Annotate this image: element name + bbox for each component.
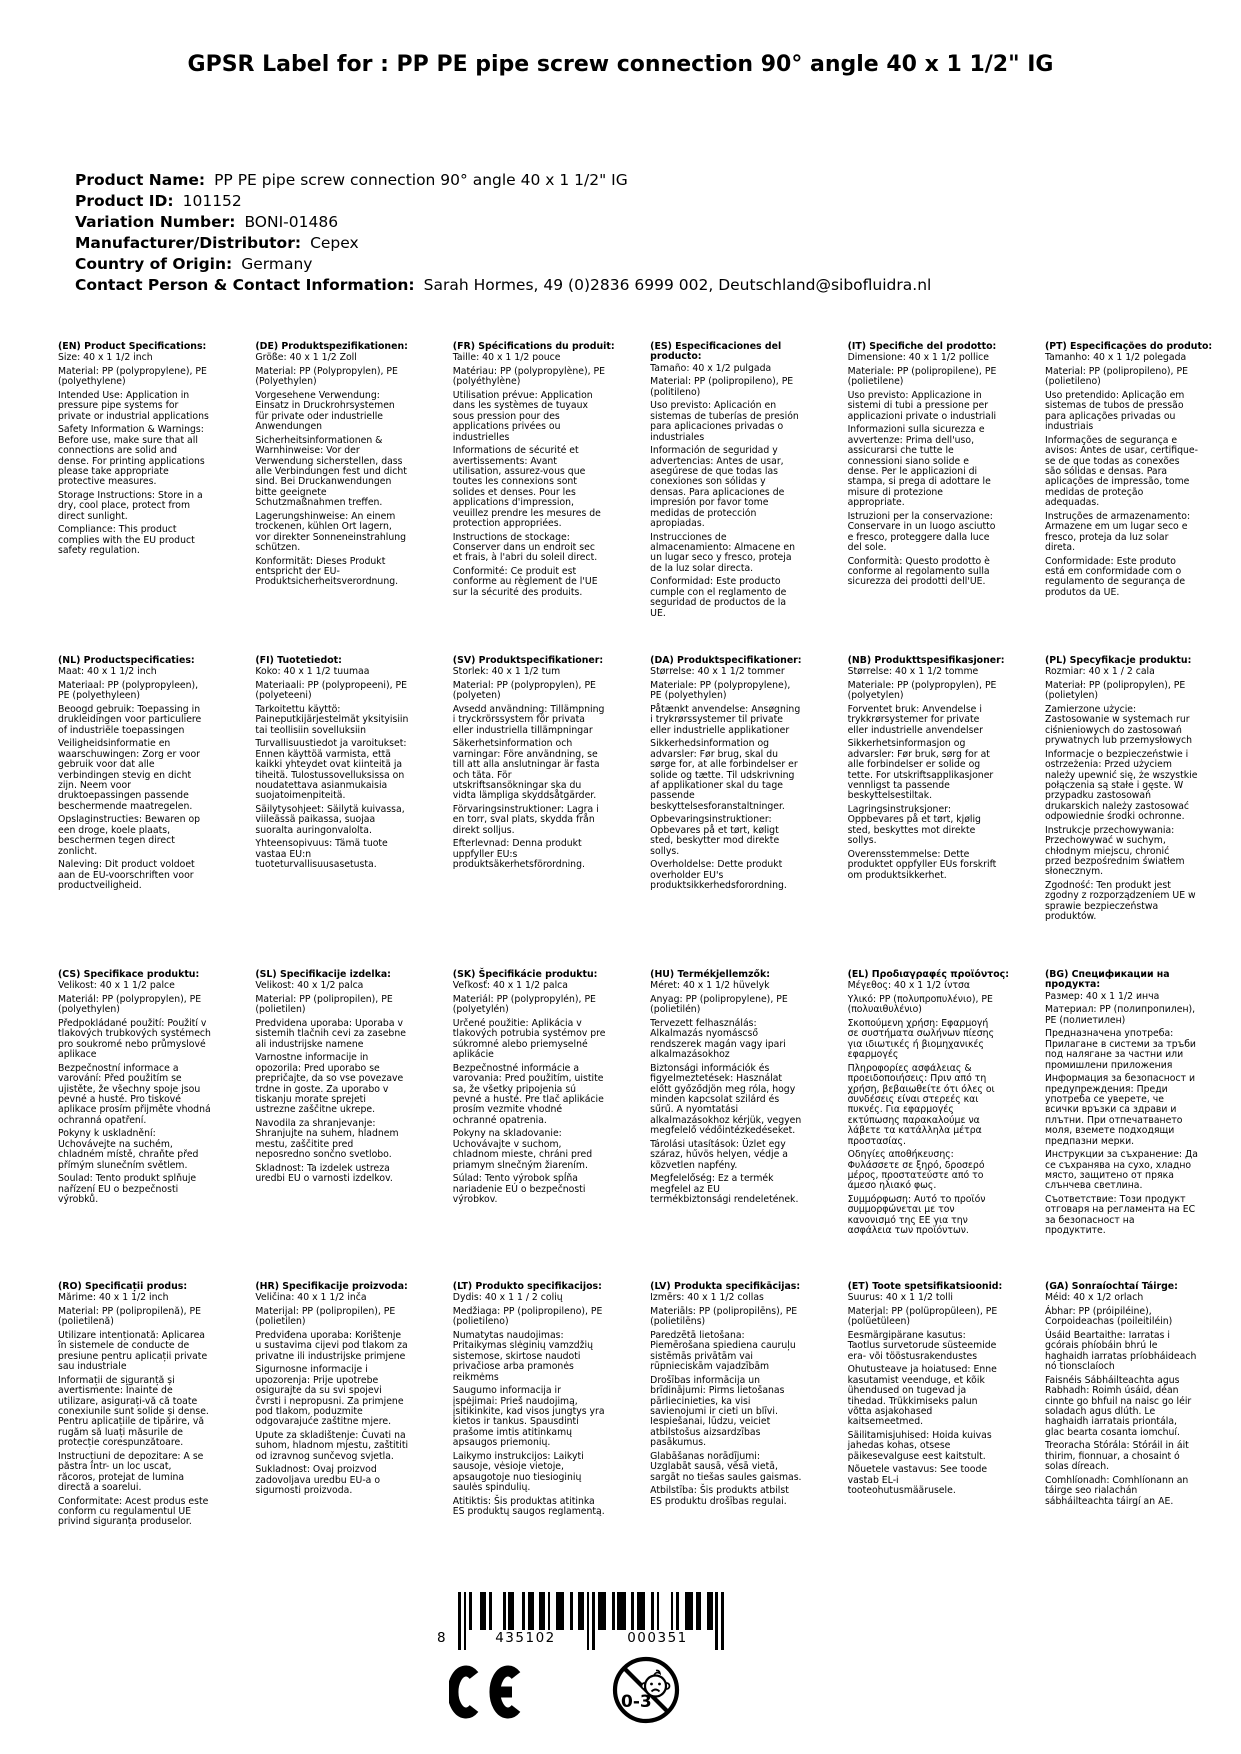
spec-block-et xyxy=(848,1282,1028,1500)
spec-block-body xyxy=(650,1293,830,1507)
spec-paragraph: Инструкции за съхранение: Да се съхранява на сухо, хладно място, защитено от пряка слънчева светлина. xyxy=(1044,1149,1198,1192)
spec-block-fr xyxy=(453,342,633,601)
spec-paragraph: Forventet bruk: Anvendelse i trykkrørsystemer for private eller industrielle anvendelser xyxy=(847,704,983,736)
spec-block-body xyxy=(848,353,1028,587)
spec-block-body xyxy=(58,1293,238,1527)
spec-block-pt xyxy=(1045,342,1225,601)
spec-block-body xyxy=(58,981,238,1205)
spec-row-2 xyxy=(58,656,1228,926)
spec-paragraph: Anyag: PP (polipropylene), PE (polietilén) xyxy=(650,994,788,1016)
spec-paragraph: Compliance: This product complies with the EU product safety regulation. xyxy=(58,524,195,557)
spec-paragraph: Instrucțiuni de depozitare: A se păstra într- un loc uscat, răcoros, protejat de lumina directă a soarelui. xyxy=(58,1450,204,1494)
spec-paragraph: Material: PP (polipropilenă), PE (polietilenă) xyxy=(58,1306,202,1328)
spec-paragraph: Pokyny na skladovanie: Uchovávajte v suchom, chladnom mieste, chráni pred priamym slnečným žiarením. xyxy=(452,1128,593,1171)
barcode-group1: 435102 xyxy=(495,1630,556,1646)
spec-paragraph: Οδηγίες αποθήκευσης: Φυλάσσετε σε ξηρό, δροσερό μέρος, προστατεύστε από το άμεσο ηλιακό φως. xyxy=(847,1149,985,1192)
spec-paragraph: Suurus: 40 x 1 1/2 tolli xyxy=(847,1292,954,1304)
spec-block-heading: (PT) Especificações do produto: xyxy=(1044,341,1213,352)
product-field-label: Variation Number: xyxy=(75,213,236,231)
spec-paragraph: Varnostne informacije in opozorila: Pred uporabo se prepričajte, da so vse povezave trdne in goste. Za uporabo v tiskanju morate sprejeti ustrezne zaščitne ukrepe. xyxy=(255,1052,404,1116)
product-info xyxy=(75,170,931,296)
spec-block-lt xyxy=(453,1282,633,1521)
spec-paragraph: Nõuetele vastavus: See toode vastab EL-i tooteohutusmäärusele. xyxy=(847,1464,988,1497)
product-field-label: Product ID: xyxy=(75,192,174,210)
spec-paragraph: Comhlíonadh: Comhlíonann an táirge seo rialachán sábháilteachta táirgí an AE. xyxy=(1044,1474,1189,1507)
spec-paragraph: Méret: 40 x 1 1/2 hüvelyk xyxy=(650,980,770,992)
spec-block-heading: (SK) Špecifikácie produktu: xyxy=(452,969,598,980)
spec-paragraph: Koko: 40 x 1 1/2 tuumaa xyxy=(255,666,370,678)
spec-paragraph: Instrukcje przechowywania: Przechowywać w suchym, chłodnym miejscu, chronić przed bezpośrednim światłem słonecznym. xyxy=(1044,824,1185,878)
spec-paragraph: Lagerungshinweise: An einem trockenen, kühlen Ort lagern, vor direkter Sonneneinstrahlung schützen. xyxy=(255,510,407,554)
spec-paragraph: Předpokládané použití: Použití v tlakových trubkových systémech pro soukromé nebo průmyslové aplikace xyxy=(58,1018,211,1061)
spec-block-nb xyxy=(848,656,1028,884)
spec-block-heading: (ES) Especificaciones del producto: xyxy=(650,341,782,363)
product-field xyxy=(75,191,931,212)
barcode-module xyxy=(721,1592,724,1650)
product-field-value: PP PE pipe screw connection 90° angle 40 x 1 1/2" IG xyxy=(214,171,628,189)
spec-paragraph: Eesmärgipärane kasutus: Taotlus survetorude süsteemide era- või tööstusrakendustes xyxy=(847,1330,997,1362)
spec-paragraph: Ábhar: PP (próipiléine), Corpoideachas (poileitiléin) xyxy=(1044,1306,1173,1328)
spec-paragraph: Maat: 40 x 1 1/2 inch xyxy=(58,666,157,678)
spec-block-fi xyxy=(255,656,435,874)
spec-paragraph: Faisnéis Sábháilteachta agus Rabhadh: Roimh úsáid, déan cinnte go bhfuil na naisc go léir soladach agus dlúth. Le haghaidh iarratais priontála, glac bearta cosanta iomchuí. xyxy=(1044,1374,1192,1438)
spec-paragraph: Материал: PP (полипропилен), PE (полиетилен) xyxy=(1044,1004,1196,1026)
spec-paragraph: Glabāšanas norādījumi: Uzglabāt sausā, vēsā vietā, sargāt no tiešas saules gaismas. xyxy=(650,1450,802,1483)
spec-block-body xyxy=(255,981,435,1184)
spec-block-heading: (HR) Specifikacije proizvoda: xyxy=(255,1281,408,1292)
spec-paragraph: Informations de sécurité et avertissements: Avant utilisation, assurez-vous que toutes les connexions sont solides et denses. Pour les applications d'impression, veuillez prendre les mesures de protection appropriées. xyxy=(452,445,601,530)
spec-paragraph: Materijal: PP (polipropilen), PE (polietilen) xyxy=(255,1306,396,1328)
ce-mark-icon xyxy=(449,1663,529,1725)
spec-paragraph: Storage Instructions: Store in a dry, cool place, protect from direct sunlight. xyxy=(58,490,203,522)
spec-paragraph: Συμμόρφωση: Αυτό το προϊόν συμμορφώνεται με τον κανονισμό της ΕΕ για την ασφάλεια των προϊόντων. xyxy=(847,1194,986,1237)
spec-paragraph: Dimensione: 40 x 1 1/2 pollice xyxy=(847,352,989,364)
spec-block-body xyxy=(1045,992,1225,1237)
spec-block-body xyxy=(650,981,830,1205)
spec-paragraph: Opslaginstructies: Bewaren op een droge, koele plaats, beschermen tegen direct zonlicht. xyxy=(58,814,201,857)
spec-paragraph: Vorgesehene Verwendung: Einsatz in Druckrohrsystemen für private oder industrielle Anwendungen xyxy=(255,390,395,433)
spec-paragraph: Atitiktis: Šis produktas atitinka ES produktų saugos reglamentą. xyxy=(452,1495,605,1518)
spec-paragraph: Laikymo instrukcijos: Laikyti sausoje, vėsioje vietoje, apsaugotoje nuo tiesioginių saulės spindulių. xyxy=(452,1450,584,1494)
spec-paragraph: Avsedd användning: Tillämpning i tryckrörssystem för privata eller industriella tillämpningar xyxy=(452,704,605,736)
spec-paragraph: Navodila za shranjevanje: Shranjujte na suhem, hladnem mestu, zaščitite pred neposredno sončno svetlobo. xyxy=(255,1118,399,1161)
spec-paragraph: Mărime: 40 x 1 1/2 inch xyxy=(58,1292,169,1304)
product-field-value: BONI-01486 xyxy=(244,213,339,231)
spec-block-heading: (NL) Productspecificaties: xyxy=(58,655,195,666)
spec-block-da xyxy=(650,656,830,895)
barcode-left-digit: 8 xyxy=(437,1630,446,1646)
spec-paragraph: Materjal: PP (polüpropüleen), PE (polüetüleen) xyxy=(847,1306,998,1328)
spec-paragraph: Предназначена употреба: Прилагане в системи за тръби под налягане за частни или промишлени приложения xyxy=(1044,1028,1196,1071)
spec-paragraph: Instrucciones de almacenamiento: Almacene en un lugar seco y fresco, proteja de la luz solar directa. xyxy=(650,531,796,574)
spec-block-de xyxy=(255,342,435,591)
spec-paragraph: Konformität: Dieses Produkt entspricht der EU-Produktsicherheitsverordnung. xyxy=(255,555,399,588)
spec-paragraph: Veiligheidsinformatie en waarschuwingen: Zorg er voor gebruik voor dat alle verbindingen stevig en dicht zijn. Neem voor druktoepassingen passende beschermende maatregelen. xyxy=(58,738,201,812)
spec-paragraph: Lagringsinstruksjoner: Oppbevares på et tørt, kjølig sted, beskyttes mot direkte sollys. xyxy=(847,804,981,847)
spec-paragraph: Sikkerhedsinformation og advarsler: Før brug, skal du sørge for, at alle forbindelser er solide og tætte. Til udskrivning af applikationer skal du tage passende beskyttelsesforanstaltninger. xyxy=(650,738,798,812)
spec-block-heading: (FI) Tuotetiedot: xyxy=(255,655,342,666)
spec-block-body xyxy=(58,353,238,556)
spec-paragraph: Naleving: Dit product voldoet aan de EU-voorschriften voor productveiligheid. xyxy=(58,859,195,892)
spec-block-hu xyxy=(650,970,830,1209)
spec-paragraph: Zgodność: Ten produkt jest zgodny z rozporządzeniem UE w sprawie bezpieczeństwa produktów. xyxy=(1044,880,1196,923)
spec-paragraph: Taille: 40 x 1 1/2 pouce xyxy=(452,352,561,364)
spec-block-body xyxy=(453,667,633,870)
spec-paragraph: Beoogd gebruik: Toepassing in drukleidingen voor particuliere of industriële toepassingen xyxy=(58,704,202,736)
spec-paragraph: Sicherheitsinformationen & Warnhinweise: Vor der Verwendung sicherstellen, dass alle Verbindungen fest und dicht sind. Bei Druckanwendungen bitte geeignete Schutzmaßnahmen treffen. xyxy=(255,434,407,509)
spec-paragraph: Saugumo informacija ir įspėjimai: Prieš naudojimą, įsitikinkite, kad visos jungtys yra kietos ir tankus. Spausdinti prašome imtis atitinkamų apsaugos priemonių. xyxy=(452,1385,605,1449)
spec-block-cs xyxy=(58,970,238,1209)
spec-paragraph: Uso pretendido: Aplicação em sistemas de tubos de pressão para aplicações privadas ou industriais xyxy=(1044,390,1185,433)
spec-block-body xyxy=(650,364,830,619)
spec-paragraph: Materiał: PP (polipropylen), PE (polietylen) xyxy=(1044,680,1186,702)
spec-paragraph: Veličina: 40 x 1 1/2 inča xyxy=(255,1292,367,1304)
spec-paragraph: Paredzētā lietošana: Piemērošana spiediena cauruļu sistēmās privātām vai rūpnieciskām vajadzībām xyxy=(650,1330,796,1373)
spec-block-body xyxy=(255,667,435,870)
spec-paragraph: Efterlevnad: Denna produkt uppfyller EU:s produktsäkerhetsförordning. xyxy=(452,838,585,871)
spec-block-body xyxy=(255,353,435,587)
spec-paragraph: Biztonsági információk és figyelmeztetések: Használat előtt győződjön meg róla, hogy minden kapcsolat szilárd és sűrű. A nyomtatási alkalmazásokhoz kérjük, vegyen megfelelő védőintézkedéseket. xyxy=(650,1062,802,1137)
spec-block-en xyxy=(58,342,238,560)
product-field-value: Sarah Hormes, 49 (0)2836 6999 002, Deutschland@sibofluidra.nl xyxy=(423,276,932,294)
spec-paragraph: Πληροφορίες ασφάλειας & προειδοποιήσεις: Πριν από τη χρήση, βεβαιωθείτε ότι όλες οι συνδέσεις είναι στερεές και πυκνές. Για εφαρμογές εκτύπωσης παρακαλούμε να λάβετε τα κατάλληλα μέτρα προστασίας. xyxy=(847,1062,995,1147)
spec-paragraph: Rozmiar: 40 x 1 / 2 cala xyxy=(1044,666,1155,678)
spec-row-4 xyxy=(58,1282,1228,1531)
spec-paragraph: Sigurnosne informacije i upozorenja: Prije upotrebe osigurajte da su svi spojevi čvrsti i nepropusni. Za primjene pod tlakom, poduzmite odgovarajuće zaštitne mjere. xyxy=(255,1364,404,1428)
spec-paragraph: Safety Information & Warnings: Before use, make sure that all connections are solid and dense. For printing applications please take appropriate protective measures. xyxy=(58,424,205,488)
spec-paragraph: Bezpečnostní informace a varování: Před použitím se ujistěte, že všechny spoje jsou pevné a husté. Pro tiskové aplikace prosím přijměte vhodná ochranná opatření. xyxy=(58,1062,211,1126)
product-field-label: Product Name: xyxy=(75,171,206,189)
spec-block-heading: (ET) Toote spetsifikatsioonid: xyxy=(847,1281,1003,1292)
spec-paragraph: Opbevaringsinstruktioner: Opbevares på et tørt, køligt sted, beskytter mod direkte sollys. xyxy=(650,814,780,857)
spec-paragraph: Intended Use: Application in pressure pipe systems for private or industrial applications xyxy=(58,390,209,422)
spec-block-hr xyxy=(255,1282,435,1500)
spec-paragraph: Съответствие: Този продукт отговаря на регламента на ЕС за безопасност на продуктите. xyxy=(1044,1194,1196,1237)
spec-paragraph: Conformidade: Este produto está em conformidade com o regulamento de segurança de produtos da UE. xyxy=(1044,555,1186,598)
spec-paragraph: Sikkerhetsinformasjon og advarsler: Før bruk, sørg for at alle forbindelser er solide og tette. For utskriftsapplikasjoner vennligst ta passende beskyttelsestiltak. xyxy=(847,738,994,802)
spec-block-it xyxy=(848,342,1028,591)
spec-block-sl xyxy=(255,970,435,1188)
spec-paragraph: Información de seguridad y advertencias: Antes de usar, asegúrese de que todas las conexiones son sólidas y densas. Para aplicaciones de impresión por favor tome medidas de protección apropiadas. xyxy=(650,445,785,530)
spec-paragraph: Säilytysohjeet: Säilytä kuivassa, viileässä paikassa, suojaa suoralta auringonvalolta. xyxy=(255,804,405,836)
spec-paragraph: Tamanho: 40 x 1 1/2 polegada xyxy=(1044,352,1187,364)
spec-paragraph: Materiale: PP (polypropylen), PE (polyetylen) xyxy=(847,680,997,702)
spec-paragraph: Soulad: Tento produkt splňuje nařízení EU o bezpečnosti výrobků. xyxy=(58,1173,197,1206)
spec-paragraph: Predviđena uporaba: Korištenje u sustavima cijevi pod tlakom za privatne ili industrijske primjene xyxy=(255,1330,408,1362)
product-field-value: Germany xyxy=(241,255,313,273)
spec-paragraph: Overholdelse: Dette produkt overholder EU's produktsikkerhedsforordning. xyxy=(650,859,787,892)
product-field-label: Manufacturer/Distributor: xyxy=(75,234,302,252)
product-field-value: Cepex xyxy=(310,234,359,252)
spec-paragraph: Materiale: PP (polipropilene), PE (polietilene) xyxy=(847,366,997,388)
spec-paragraph: Størrelse: 40 x 1 1/2 tomme xyxy=(847,666,979,678)
spec-paragraph: Размер: 40 x 1 1/2 инча xyxy=(1044,990,1160,1002)
product-field xyxy=(75,170,931,191)
barcode-group2: 000351 xyxy=(627,1630,688,1646)
spec-paragraph: Predvidena uporaba: Uporaba v sistemih tlačnih cevi za zasebne ali industrijske namene xyxy=(255,1018,406,1050)
spec-row-1 xyxy=(58,342,1228,622)
spec-paragraph: Pokyny k uskladnění: Uchovávejte na suchém, chladném místě, chraňte před přímým slunečním světlem. xyxy=(58,1128,199,1171)
spec-paragraph: Informazioni sulla sicurezza e avvertenze: Prima dell'uso, assicurarsi che tutte le connessioni siano solide e dense. Per le applicazioni di stampa, si prega di adottare le misure di protezione appropriate. xyxy=(847,424,991,509)
spec-paragraph: Materiál: PP (polypropylén), PE (polyetylén) xyxy=(452,994,596,1016)
spec-paragraph: Materiál: PP (polypropylen), PE (polyethylen) xyxy=(58,994,202,1016)
spec-paragraph: Drošības informācija un brīdinājumi: Pirms lietošanas pārliecinieties, ka visi savienojumi ir cieti un blīvi. Iespiešanai, lūdzu, veiciet atbilstošus aizsardzības pasākumus. xyxy=(650,1374,785,1449)
spec-paragraph: Zamierzone użycie: Zastosowanie w systemach rur ciśnieniowych do zastosowań prywatnych lub przemysłowych xyxy=(1044,704,1192,747)
spec-paragraph: Súlad: Tento výrobok spĺňa nariadenie EÚ o bezpečnosti výrobkov. xyxy=(452,1173,586,1206)
spec-paragraph: Méid: 40 x 1/2 orlach xyxy=(1044,1292,1144,1304)
spec-block-sk xyxy=(453,970,633,1209)
spec-paragraph: Instruções de armazenamento: Armazene em um lugar seco e fresco, proteja da luz solar direta. xyxy=(1044,510,1191,554)
spec-block-body xyxy=(650,667,830,891)
spec-paragraph: Größe: 40 x 1 1/2 Zoll xyxy=(255,352,357,364)
spec-paragraph: Istruzioni per la conservazione: Conservare in un luogo asciutto e fresco, proteggere dalla luce del sole. xyxy=(847,510,996,554)
spec-block-heading: (NB) Produkttspesifikasjoner: xyxy=(847,655,1005,666)
spec-paragraph: Veľkosť: 40 x 1 1/2 palca xyxy=(452,980,568,992)
spec-paragraph: Uso previsto: Aplicación en sistemas de tuberías de presión para aplicaciones privadas o industriales xyxy=(650,400,799,443)
ean13-barcode xyxy=(437,1592,737,1652)
spec-paragraph: Treoracha Stórála: Stóráil in áit thirim, fionnuar, a chosaint ó solas díreach. xyxy=(1044,1440,1189,1473)
spec-paragraph: Utilizare intenționată: Aplicarea în sistemele de conducte de presiune pentru aplicații private sau industriale xyxy=(58,1330,208,1373)
spec-paragraph: Megfelelőség: Ez a termék megfelel az EU termékbiztonsági rendeletének. xyxy=(650,1173,799,1206)
spec-paragraph: Numatytas naudojimas: Pritaikymas slėginių vamzdžių sistemose, skirtose naudoti privačiose arba pramonės reikmėms xyxy=(452,1330,594,1383)
spec-paragraph: Informații de siguranță și avertismente: Înainte de utilizare, asigurați-vă că toate conexiunile sunt solide și dense. Pentru aplicațiile de tipărire, vă rugăm să luați măsurile de protecție corespunzătoare. xyxy=(58,1374,209,1449)
spec-paragraph: Material: PP (polipropileno), PE (politileno) xyxy=(650,376,794,398)
spec-block-el xyxy=(848,970,1028,1240)
spec-block-body xyxy=(255,1293,435,1496)
spec-block-heading: (SV) Produktspecifikationer: xyxy=(452,655,604,666)
spec-block-body xyxy=(453,353,633,598)
spec-block-body xyxy=(1045,353,1225,598)
spec-paragraph: Material: PP (polypropylen), PE (polyeten) xyxy=(452,680,596,702)
spec-paragraph: Påtænkt anvendelse: Ansøgning i trykrørssystemer til private eller industrielle applikationer xyxy=(650,704,801,736)
spec-block-heading: (HU) Termékjellemzők: xyxy=(650,969,770,980)
spec-block-body xyxy=(848,667,1028,881)
spec-row-3 xyxy=(58,970,1228,1240)
spec-block-heading: (EN) Product Specifications: xyxy=(58,341,207,352)
spec-paragraph: Overensstemmelse: Dette produktet oppfyller EUs forskrift om produktsikkerhet. xyxy=(847,848,997,881)
spec-block-ga xyxy=(1045,1282,1225,1510)
spec-block-heading: (CS) Specifikace produktu: xyxy=(58,969,200,980)
spec-paragraph: Informações de segurança e avisos: Antes de usar, certifique-se de que todas as conexões são sólidas e densas. Para aplicações de impressão, tome medidas de proteção adequadas. xyxy=(1044,434,1198,509)
spec-paragraph: Velikost: 40 x 1 1/2 palce xyxy=(58,980,175,992)
spec-block-heading: (DA) Produktspecifikationer: xyxy=(650,655,802,666)
spec-paragraph: Turvallisuustiedot ja varoitukset: Ennen käyttöä varmista, että kaikki yhteydet ovat kiinteitä ja tiheitä. Tulostussovelluksissa on noudatettava asianmukaisia suojatoimenpiteitä. xyxy=(255,738,407,802)
spec-block-heading: (LV) Produkta specifikācijas: xyxy=(650,1281,801,1292)
spec-paragraph: Material: PP (polipropileno), PE (polietileno) xyxy=(1044,366,1188,388)
spec-paragraph: Størrelse: 40 x 1 1/2 tommer xyxy=(650,666,785,678)
spec-block-body xyxy=(848,1293,1028,1496)
spec-paragraph: Tarkoitettu käyttö: Paineputkijärjestelmät yksityisiin tai teollisiin sovelluksiin xyxy=(255,704,409,736)
product-field xyxy=(75,254,931,275)
spec-paragraph: Size: 40 x 1 1/2 inch xyxy=(58,352,153,364)
spec-block-heading: (LT) Produkto specifikacijos: xyxy=(452,1281,602,1292)
spec-block-heading: (RO) Specificații produs: xyxy=(58,1281,188,1292)
spec-block-sv xyxy=(453,656,633,874)
spec-block-heading: (GA) Sonraíochtaí Táirge: xyxy=(1044,1281,1178,1292)
spec-block-heading: (IT) Specifiche del prodotto: xyxy=(847,341,997,352)
spec-paragraph: Μέγεθος: 40 x 1 1/2 ίντσα xyxy=(847,980,971,992)
spec-paragraph: Storlek: 40 x 1 1/2 tum xyxy=(452,666,561,678)
spec-paragraph: Izmērs: 40 x 1 1/2 collas xyxy=(650,1292,764,1304)
product-field xyxy=(75,212,931,233)
spec-paragraph: Matériau: PP (polypropylène), PE (polyéthylène) xyxy=(452,366,605,388)
spec-paragraph: Medžiaga: PP (polipropileno), PE (polietileno) xyxy=(452,1306,603,1328)
product-field-label: Contact Person & Contact Information: xyxy=(75,276,415,294)
spec-block-heading: (BG) Спецификации на продукта: xyxy=(1044,969,1170,991)
spec-block-pl xyxy=(1045,656,1225,926)
spec-paragraph: Conformité: Ce produit est conforme au règlement de l'UE sur la sécurité des produits. xyxy=(452,566,598,598)
spec-block-nl xyxy=(58,656,238,895)
spec-paragraph: Skladnost: Ta izdelek ustreza uredbi EU o varnosti izdelkov. xyxy=(255,1162,393,1185)
spec-paragraph: Materiaal: PP (polypropyleen), PE (polyethyleen) xyxy=(58,680,199,702)
spec-block-body xyxy=(58,667,238,891)
spec-paragraph: Určené použitie: Aplikácia v tlakových potrubia systémov pre súkromné alebo priemyselné aplikácie xyxy=(452,1018,606,1061)
spec-paragraph: Materiale: PP (polypropylene), PE (polyethylen) xyxy=(650,680,791,702)
spec-block-heading: (PL) Specyfikacje produktu: xyxy=(1044,655,1192,666)
spec-block-bg xyxy=(1045,970,1225,1240)
spec-paragraph: Upute za skladištenje: Čuvati na suhom, hladnom mjestu, zaštititi od izravnog sunčevog svjetla. xyxy=(255,1430,409,1462)
spec-block-heading: (FR) Spécifications du produit: xyxy=(452,341,615,352)
spec-block-body xyxy=(453,1293,633,1517)
spec-paragraph: Säkerhetsinformation och varningar: Före användning, se till att alla anslutningar är fasta och täta. För utskriftsansökningar ska du vidta lämpliga skyddsåtgärder. xyxy=(452,738,600,802)
spec-block-heading: (EL) Προδιαγραφές προϊόντος: xyxy=(847,969,1009,980)
spec-paragraph: Material: PP (Polypropylen), PE (Polyethylen) xyxy=(255,366,398,388)
spec-paragraph: Úsáid Beartaithe: Iarratas i gcórais phíobáin bhrú le haghaidh iarratas príobháideach nó tionsclaíoch xyxy=(1044,1330,1197,1373)
spec-paragraph: Utilisation prévue: Application dans les systèmes de tuyaux sous pression pour des applications privées ou industrielles xyxy=(452,390,593,443)
spec-paragraph: Информация за безопасност и предупреждения: Преди употреба се уверете, че всички връзки са здрави и плътни. При отпечатването моля, вземете подходящи предпазни мерки. xyxy=(1044,1073,1196,1147)
spec-paragraph: Material: PP (polypropylene), PE (polyethylene) xyxy=(58,366,207,388)
spec-block-body xyxy=(1045,1293,1225,1507)
spec-paragraph: Conformitate: Acest produs este conform cu regulamentul UE privind siguranța produselor. xyxy=(58,1495,209,1528)
spec-paragraph: Tervezett felhasználás: Alkalmazás nyomáscső rendszerek magán vagy ipari alkalmazásokhoz xyxy=(650,1018,786,1061)
spec-block-lv xyxy=(650,1282,830,1510)
spec-paragraph: Sukladnost: Ovaj proizvod zadovoljava uredbu EU-a o sigurnosti proizvoda. xyxy=(255,1464,381,1497)
spec-block-es xyxy=(650,342,830,622)
spec-block-ro xyxy=(58,1282,238,1531)
spec-paragraph: Instructions de stockage: Conserver dans un endroit sec et frais, à l'abri du soleil direct. xyxy=(452,531,598,564)
age-warning-text: 0-3 xyxy=(621,1692,652,1712)
spec-paragraph: Materiaali: PP (polypropeeni), PE (polyeteeni) xyxy=(255,680,408,702)
spec-paragraph: Uso previsto: Applicazione in sistemi di tubi a pressione per applicazioni private o industriali xyxy=(847,390,997,422)
spec-paragraph: Σκοπούμενη χρήση: Εφαρμογή σε συστήματα σωλήνων πίεσης για ιδιωτικές ή βιομηχανικές εφαρμογές xyxy=(847,1018,995,1061)
spec-paragraph: Velikost: 40 x 1/2 palca xyxy=(255,980,364,992)
spec-paragraph: Υλικό: PP (πολυπροπυλένιο), PE (πολυαιθυλένιο) xyxy=(847,994,993,1016)
spec-paragraph: Informacje o bezpieczeństwie i ostrzeżenia: Przed użyciem należy upewnić się, że wszystkie połączenia są stałe i gęste. W przypadku zastosowań drukarskich należy zastosować odpowiednie środki ochronne. xyxy=(1044,748,1198,823)
age-warning-0-3-icon xyxy=(610,1653,682,1731)
spec-block-heading: (SL) Specifikacije izdelka: xyxy=(255,969,391,980)
spec-paragraph: Bezpečnostné informácie a varovania: Pred použitím, uistite sa, že všetky pripojenia sú pevné a husté. Pre tlač aplikácie prosím vezmite vhodné ochranné opatrenia. xyxy=(452,1062,604,1126)
product-field xyxy=(75,275,931,296)
spec-paragraph: Conformidad: Este producto cumple con el reglamento de seguridad de productos de la UE. xyxy=(650,576,787,619)
spec-block-body xyxy=(453,981,633,1205)
spec-paragraph: Förvaringsinstruktioner: Lagra i en torr, sval plats, skydda från direkt solljus. xyxy=(452,804,599,836)
spec-paragraph: Material: PP (polipropilen), PE (polietilen) xyxy=(255,994,393,1016)
spec-paragraph: Atbilstība: Šis produkts atbilst ES produktu drošības regulai. xyxy=(650,1485,789,1507)
spec-paragraph: Säilitamisjuhised: Hoida kuivas jahedas kohas, otsese päikesevalguse eest kaitstult. xyxy=(847,1430,992,1462)
page-title: GPSR Label for : PP PE pipe screw connection 90° angle 40 x 1 1/2" IG xyxy=(187,52,1054,77)
spec-block-body xyxy=(848,981,1028,1236)
spec-paragraph: Ohutusteave ja hoiatused: Enne kasutamist veenduge, et kõik ühendused on tugevad ja tihedad. Trükkimiseks palun võtta asjakohased kaitsemeetmed. xyxy=(847,1364,997,1428)
spec-paragraph: Materiāls: PP (polipropilēns), PE (polietilēns) xyxy=(650,1306,798,1328)
spec-paragraph: Yhteensopivuus: Tämä tuote vastaa EU:n tuoteturvallisuusasetusta. xyxy=(255,838,388,871)
spec-block-body xyxy=(1045,667,1225,922)
spec-paragraph: Tárolási utasítások: Üzlet egy száraz, hűvös helyen, védje a közvetlen napfény. xyxy=(650,1138,788,1171)
spec-block-heading: (DE) Produktspezifikationen: xyxy=(255,341,408,352)
product-field-value: 101152 xyxy=(182,192,242,210)
spec-paragraph: Tamaño: 40 x 1/2 pulgada xyxy=(650,362,772,374)
product-field-label: Country of Origin: xyxy=(75,255,233,273)
product-field xyxy=(75,233,931,254)
spec-paragraph: Conformità: Questo prodotto è conforme al regolamento sulla sicurezza dei prodotti dell'UE. xyxy=(847,555,990,588)
spec-paragraph: Dydis: 40 x 1 1 / 2 colių xyxy=(452,1292,563,1304)
